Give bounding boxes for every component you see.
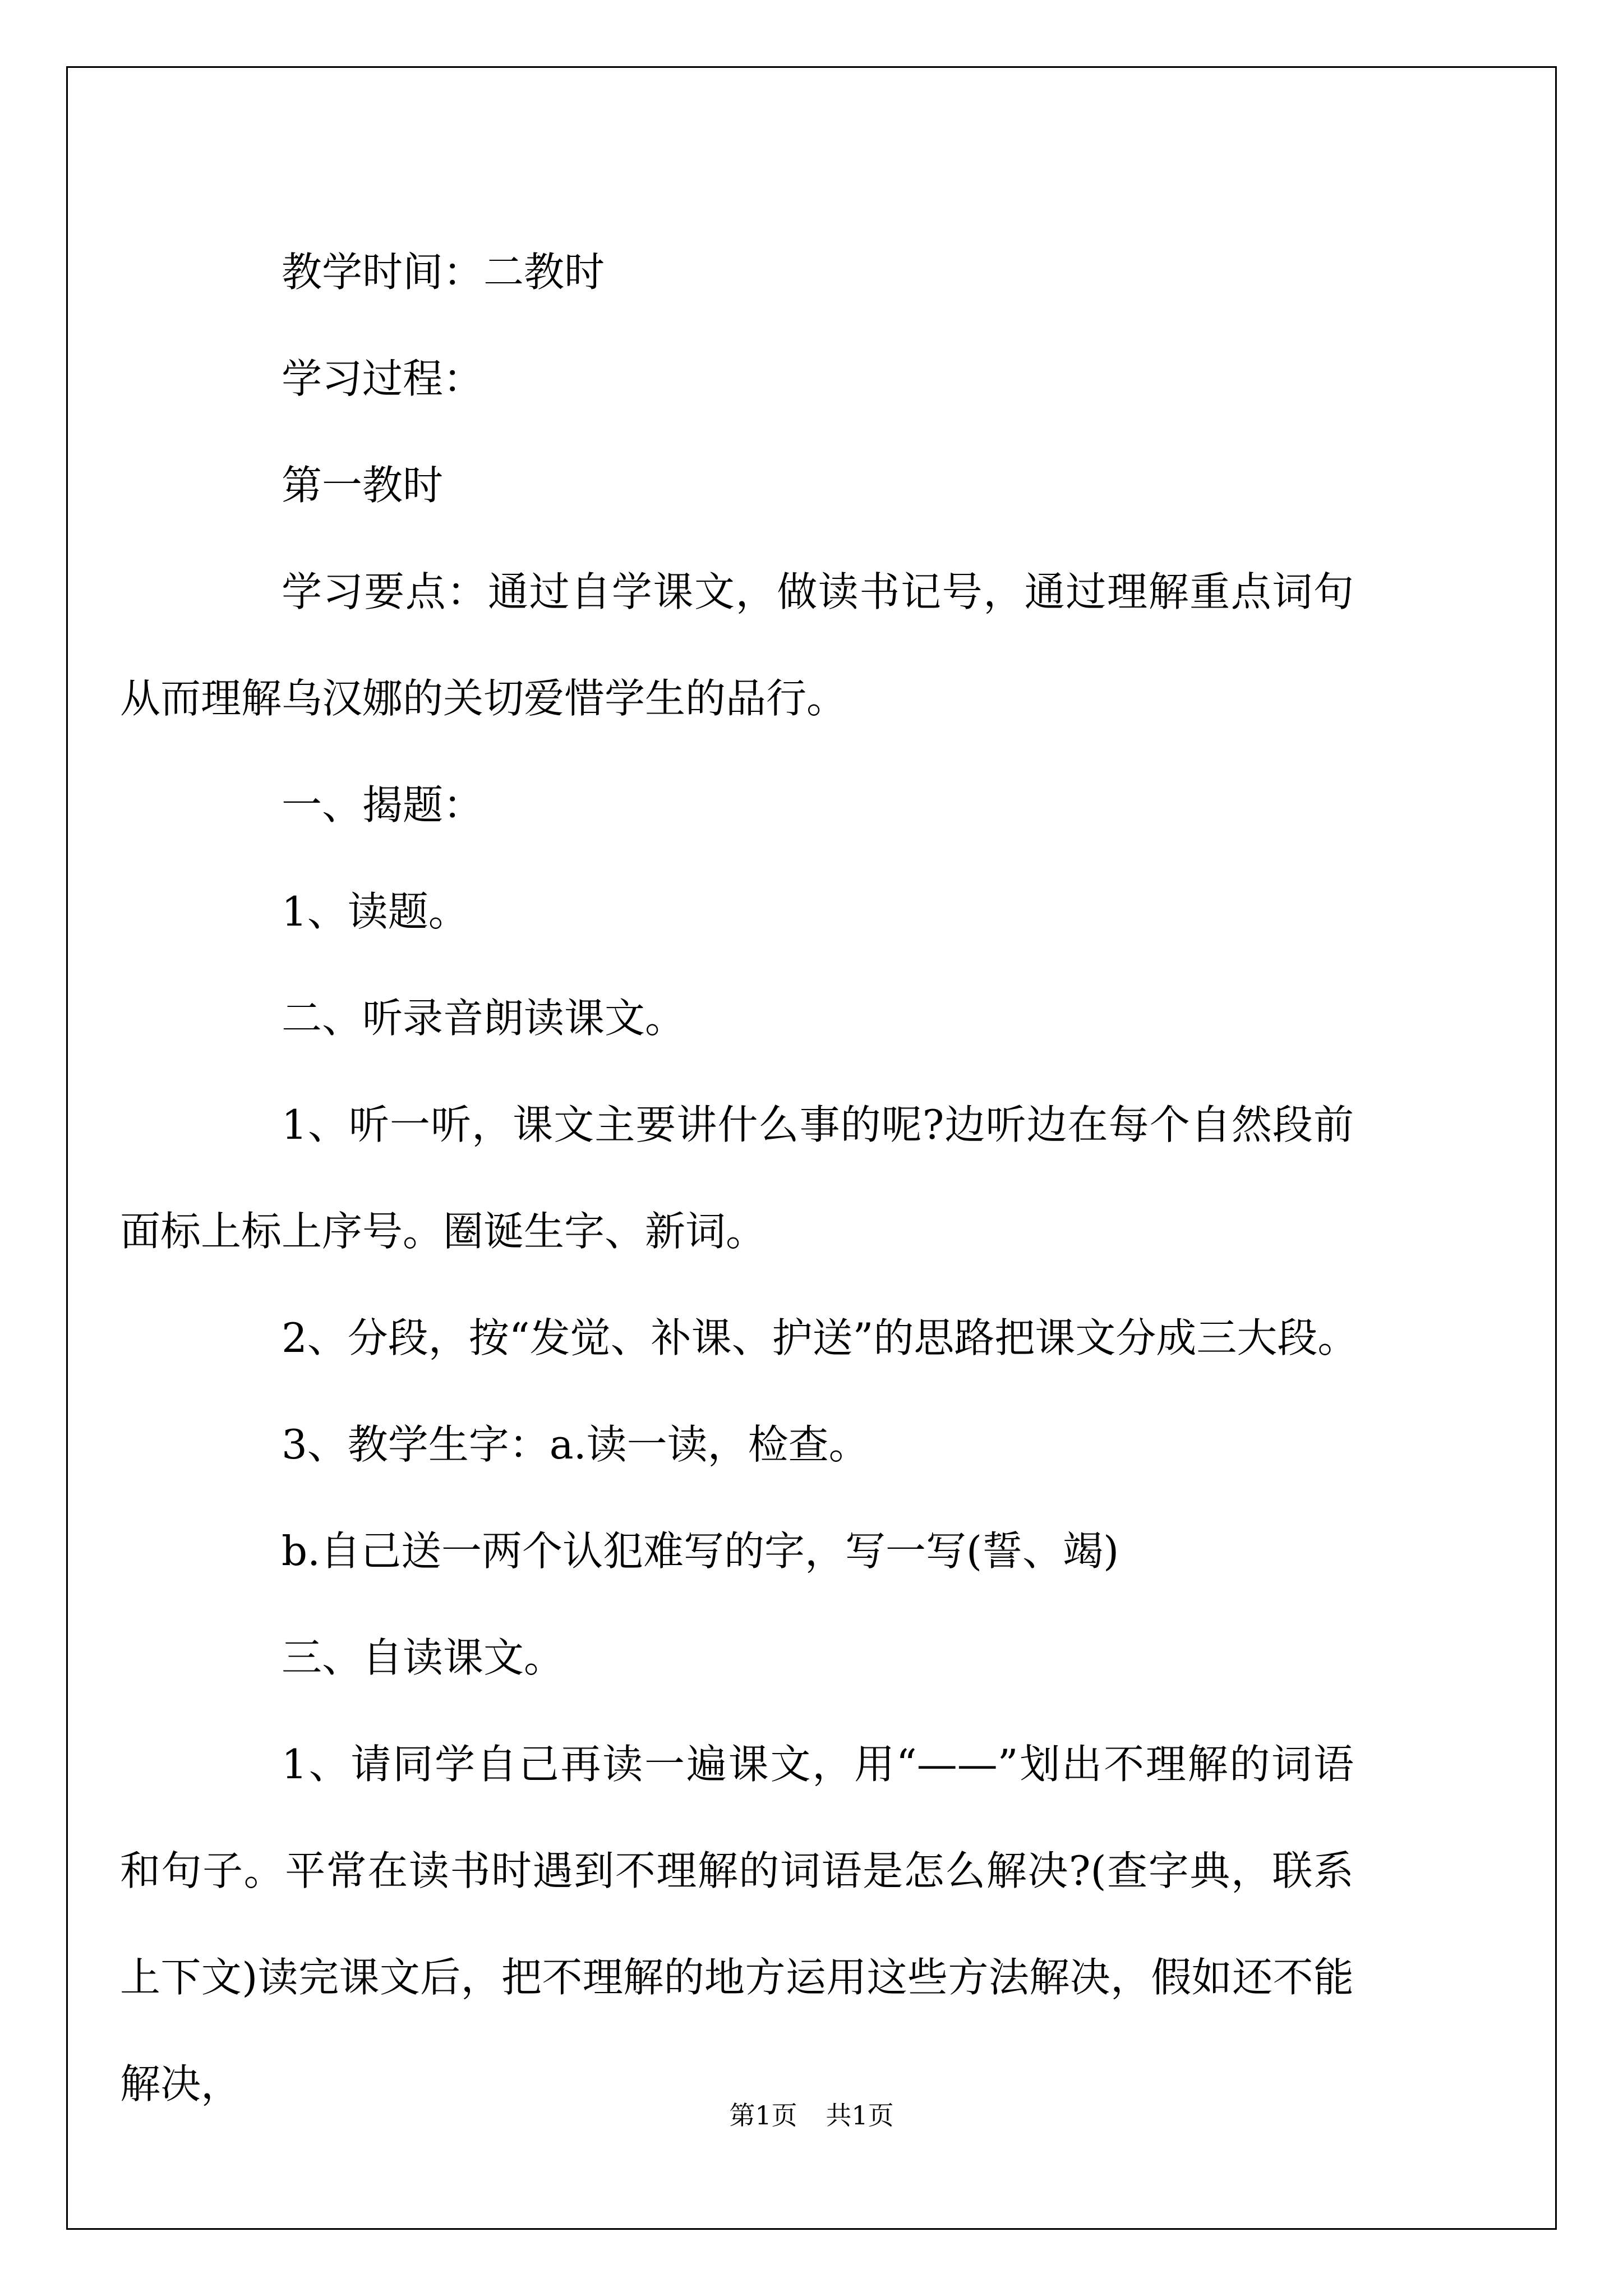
paragraph: 学习过程： [282, 355, 484, 402]
paragraph: b.自己送一两个认犯难写的字，写一写(誓、竭) [282, 1527, 1119, 1575]
page-footer [0, 2095, 1623, 2132]
paragraph: 1、听一听，课文主要讲什么事的呢?边听边在每个自然段前面标上标上序号。圈诞生字、新词。 [120, 1101, 1354, 1255]
paragraph: 二、听录音朗读课文。 [282, 995, 686, 1042]
paragraph: 教学时间：二教时 [282, 249, 605, 296]
document-body [120, 219, 1435, 2137]
paragraph: 三、自读课文。 [282, 1634, 565, 1681]
paragraph: 2、分段，按“发觉、补课、护送”的思路把课文分成三大段。 [282, 1314, 1358, 1361]
page-total: 共1页 [826, 2100, 894, 2131]
paragraph: 第一教时 [282, 462, 444, 509]
page-number: 第1页 [729, 2100, 797, 2131]
paragraph: 1、读题。 [282, 888, 469, 935]
paragraph: 1、请同学自己再读一遍课文，用“——”划出不理解的词语和句子。平常在读书时遇到不理解的词语是怎么解决?(查字典，联系上下文)读完课文后，把不理解的地方运用这些方法解决，假如还不能解决， [120, 1741, 1354, 2108]
paragraph: 学习要点：通过自学课文，做读书记号，通过理解重点词句从而理解乌汉娜的关切爱惜学生的品行。 [120, 568, 1354, 722]
paragraph: 3、教学生字：a.读一读，检查。 [282, 1421, 869, 1468]
paragraph: 一、揭题： [282, 781, 484, 829]
